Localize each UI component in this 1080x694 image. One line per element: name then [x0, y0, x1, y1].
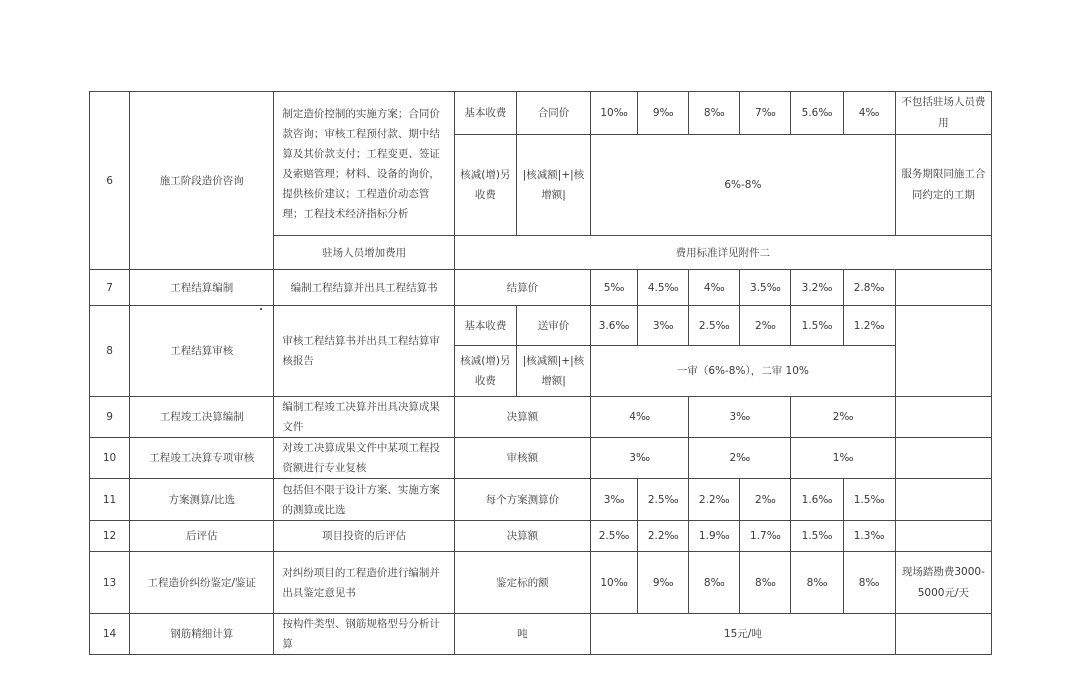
table-row — [90, 614, 992, 655]
rate-cell: 15元/吨 — [591, 614, 896, 655]
remark-cell — [895, 438, 991, 479]
service-name: 钢筋精细计算 — [130, 614, 274, 655]
table-row — [90, 521, 992, 552]
fee-type-label: 基本收费 — [454, 306, 516, 346]
rate-cell: 9‰ — [638, 552, 689, 614]
rate-cell: 4‰ — [689, 270, 740, 306]
rate-cell: 2‰ — [791, 397, 895, 438]
rate-cell: 1.3‰ — [843, 521, 895, 552]
service-name: 工程结算编制 — [130, 270, 274, 306]
row-number: 14 — [90, 614, 130, 655]
rate-cell: 3.6‰ — [591, 306, 638, 346]
rate-cell: 8‰ — [791, 552, 843, 614]
fee-base: |核减额|+|核增额| — [516, 346, 590, 397]
row-number: 9 — [90, 397, 130, 438]
fee-base: 结算价 — [454, 270, 590, 306]
rate-cell: 7‰ — [740, 92, 791, 135]
table-row — [90, 397, 992, 438]
table-row — [90, 270, 992, 306]
service-content: 包括但不限于设计方案、实施方案的测算或比选 — [274, 479, 454, 521]
rate-cell: 6%-8% — [591, 135, 896, 236]
rate-cell: 3‰ — [591, 479, 638, 521]
rate-cell: 4‰ — [843, 92, 895, 135]
rate-cell: 8‰ — [689, 552, 740, 614]
rate-cell: 5‰ — [591, 270, 638, 306]
rate-cell: 8‰ — [740, 552, 791, 614]
remark-cell — [895, 614, 991, 655]
rate-cell: 1.7‰ — [740, 521, 791, 552]
service-name: 工程造价纠纷鉴定/鉴证 — [130, 552, 274, 614]
rate-cell: 2.2‰ — [638, 521, 689, 552]
rate-cell: 2.5‰ — [591, 521, 638, 552]
rate-cell: 3.5‰ — [740, 270, 791, 306]
fee-base: 审核额 — [454, 438, 590, 479]
service-content: 按构件类型、钢筋规格型号分析计算 — [274, 614, 454, 655]
rate-cell: 3‰ — [638, 306, 689, 346]
fee-base: 决算额 — [454, 397, 590, 438]
service-name: 工程竣工决算专项审核 — [130, 438, 274, 479]
row-number: 6 — [90, 92, 130, 270]
rate-cell: 10‰ — [591, 552, 638, 614]
rate-cell: 5.6‰ — [791, 92, 843, 135]
fee-type-label: 核减(增)另收费 — [454, 135, 516, 236]
row-number: 10 — [90, 438, 130, 479]
service-content: 制定造价控制的实施方案；合同价款咨询；审核工程预付款、期中结算及其价款支付；工程变更、签证及索赔管理；材料、设备的询价，提供核价建议；工程造价动态管理；工程技术经济指标分析 — [274, 92, 454, 236]
service-name: 工程竣工决算编制 — [130, 397, 274, 438]
rate-cell: 2‰ — [689, 438, 791, 479]
fee-base: 吨 — [454, 614, 590, 655]
rate-cell: 4.5‰ — [638, 270, 689, 306]
rate-cell: 9‰ — [638, 92, 689, 135]
table-row — [90, 438, 992, 479]
table-row — [90, 552, 992, 614]
remark-cell — [895, 270, 991, 306]
remark-cell: 不包括驻场人员费用 — [895, 92, 991, 135]
remark-cell — [895, 397, 991, 438]
fee-type-label: 基本收费 — [454, 92, 516, 135]
fee-type-label: 核减(增)另收费 — [454, 346, 516, 397]
service-content: 对纠纷项目的工程造价进行编制并出具鉴定意见书 — [274, 552, 454, 614]
rate-cell: 2.5‰ — [638, 479, 689, 521]
table-row — [90, 306, 992, 346]
remark-cell — [895, 521, 991, 552]
rate-cell: 1.5‰ — [791, 521, 843, 552]
remark-cell: 服务期限同施工合同约定的工期 — [895, 135, 991, 236]
rate-cell: 2‰ — [740, 479, 791, 521]
rate-cell: 3‰ — [591, 438, 689, 479]
fee-standard-table — [89, 91, 992, 655]
service-content: 编制工程结算并出具工程结算书 — [274, 270, 454, 306]
rate-cell: 1.9‰ — [689, 521, 740, 552]
rate-cell: 2.8‰ — [843, 270, 895, 306]
fee-base: |核减额|+|核增额| — [516, 135, 590, 236]
remark-cell — [895, 479, 991, 521]
fee-base: 每个方案测算价 — [454, 479, 590, 521]
table-row — [90, 92, 992, 135]
rate-cell: 1.2‰ — [843, 306, 895, 346]
remark-cell — [895, 306, 991, 397]
rate-cell: 1.6‰ — [791, 479, 843, 521]
rate-cell: 2.5‰ — [689, 306, 740, 346]
service-name: 工程结算审核 — [130, 306, 274, 397]
service-content: 驻场人员增加费用 — [274, 236, 454, 270]
fee-base: 决算额 — [454, 521, 590, 552]
rate-cell: 2.2‰ — [689, 479, 740, 521]
row-number: 13 — [90, 552, 130, 614]
service-name: 后评估 — [130, 521, 274, 552]
rate-cell: 1.5‰ — [843, 479, 895, 521]
fee-base: 送审价 — [516, 306, 590, 346]
rate-cell: 一审（6%-8%），二审 10% — [591, 346, 896, 397]
service-name: 方案测算/比选 — [130, 479, 274, 521]
row-number: 11 — [90, 479, 130, 521]
rate-cell: 4‰ — [591, 397, 689, 438]
row-number: 7 — [90, 270, 130, 306]
service-content: 项目投资的后评估 — [274, 521, 454, 552]
rate-cell: 8‰ — [843, 552, 895, 614]
row-number: 12 — [90, 521, 130, 552]
rate-cell: 1‰ — [791, 438, 895, 479]
rate-cell: 10‰ — [591, 92, 638, 135]
rate-cell: 2‰ — [740, 306, 791, 346]
service-content: 对竣工决算成果文件中某项工程投资额进行专业复核 — [274, 438, 454, 479]
service-content: 审核工程结算书并出具工程结算审核报告 — [274, 306, 454, 397]
fee-standard: 费用标准详见附件二 — [454, 236, 991, 270]
fee-base: 鉴定标的额 — [454, 552, 590, 614]
rate-cell: 3‰ — [689, 397, 791, 438]
rate-cell: 8‰ — [689, 92, 740, 135]
rate-cell: 3.2‰ — [791, 270, 843, 306]
remark-cell: 现场踏勘费3000-5000元/天 — [895, 552, 991, 614]
rate-cell: 1.5‰ — [791, 306, 843, 346]
fee-base: 合同价 — [516, 92, 590, 135]
service-content: 编制工程竣工决算并出具决算成果文件 — [274, 397, 454, 438]
table-row — [90, 479, 992, 521]
service-name: 施工阶段造价咨询 — [130, 92, 274, 270]
row-number: 8 — [90, 306, 130, 397]
